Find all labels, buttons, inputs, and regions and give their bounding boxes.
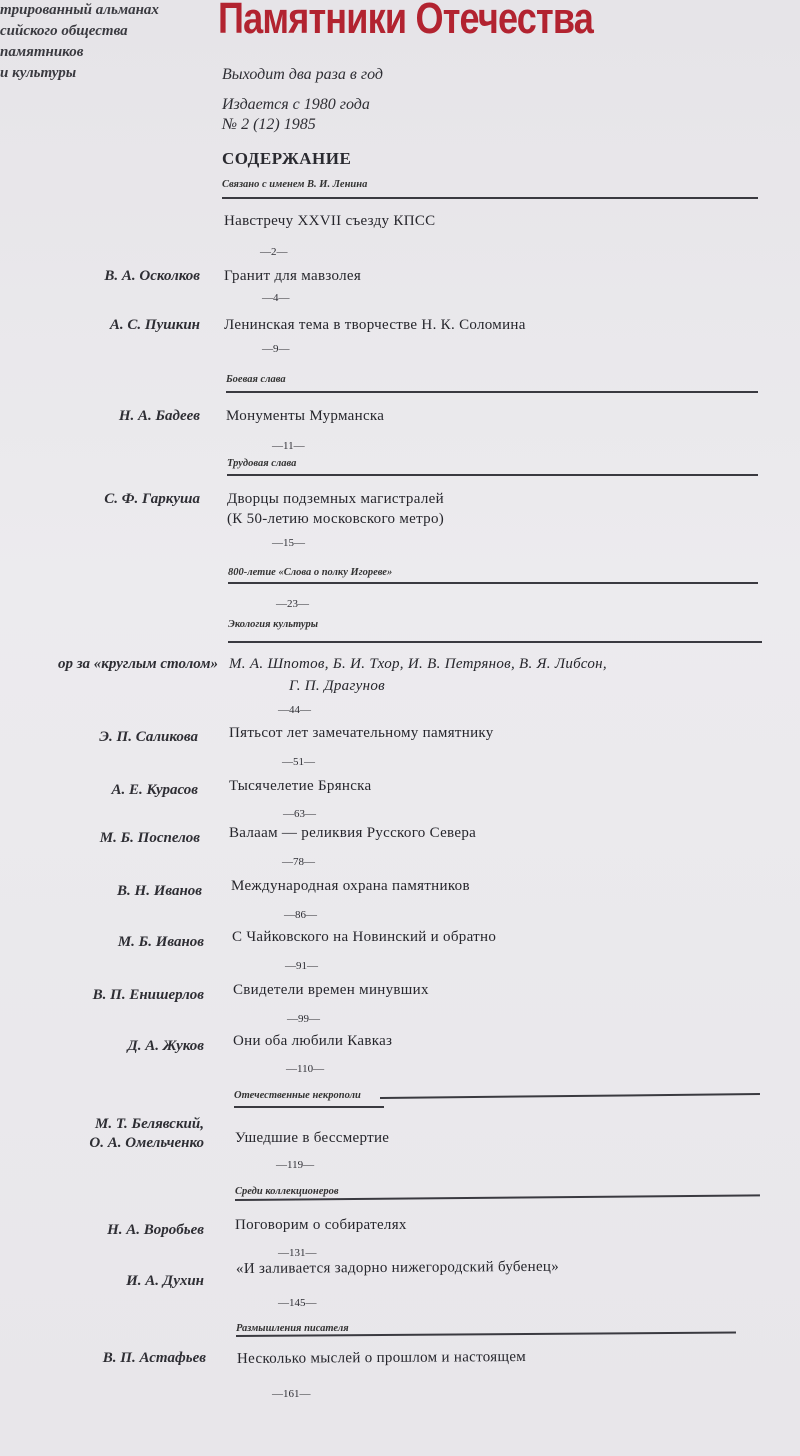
article-title: Пятьсот лет замечательному памятнику — [229, 725, 494, 741]
frequency-text: Выходит два раза в год — [222, 66, 383, 83]
page-number: —4— — [262, 292, 290, 304]
article-title: Гранит для мавзолея — [224, 268, 362, 284]
article-title: Свидетели времен минувших — [233, 982, 429, 998]
article-author: А. С. Пушкин — [109, 317, 200, 333]
publisher-line: трированный альманах — [0, 2, 159, 18]
article-title: «И заливается задорно нижегородский бубенец» — [235, 1258, 560, 1277]
article-title: Поговорим о собирателях — [235, 1217, 407, 1233]
section-rule — [228, 582, 758, 584]
section-label-writer: Размышления писателя — [236, 1323, 349, 1334]
article-title: М. А. Шпотов, Б. И. Тхор, И. В. Петрянов, В. Я. Либсон, — [229, 656, 607, 672]
page-number: —44— — [278, 704, 311, 716]
publisher-line: памятников — [0, 44, 84, 60]
contents-heading: СОДЕРЖАНИЕ — [222, 149, 352, 168]
page-number: —9— — [262, 343, 290, 355]
article-author: Д. А. Жуков — [127, 1038, 204, 1054]
section-rule — [222, 197, 758, 199]
article-author: В. П. Астафьев — [102, 1350, 206, 1366]
article-author: В. П. Енишерлов — [92, 987, 204, 1003]
section-rule — [228, 641, 762, 643]
issue-number: № 2 (12) 1985 — [222, 116, 316, 133]
article-title: Несколько мыслей о прошлом и настоящем — [236, 1348, 527, 1367]
article-author: С. Ф. Гаркуша — [104, 491, 200, 507]
page-number: —51— — [282, 756, 315, 768]
article-author: Н. А. Воробьев — [107, 1222, 204, 1238]
article-title: Ленинская тема в творчестве Н. К. Соломина — [224, 317, 526, 333]
article-author: М. Б. Поспелов — [99, 830, 200, 846]
page-number: —145— — [278, 1297, 317, 1309]
page-number: —2— — [260, 246, 288, 258]
article-title: Дворцы подземных магистралей — [227, 491, 444, 507]
section-rule — [234, 1106, 384, 1108]
section-label-lenin: Связано с именем В. И. Ленина — [222, 179, 368, 190]
article-title: Они оба любили Кавказ — [233, 1033, 393, 1049]
page-number: —11— — [272, 440, 305, 452]
page-number: —119— — [276, 1159, 315, 1171]
page-number: —99— — [287, 1013, 320, 1025]
article-author: ор за «круглым столом» — [57, 656, 218, 672]
article-title: Международная охрана памятников — [231, 878, 470, 894]
article-author: В. Н. Иванов — [117, 883, 202, 899]
section-label-collectors: Среди коллекционеров — [235, 1186, 339, 1197]
article-author: И. А. Духин — [126, 1273, 204, 1289]
page-number: —110— — [286, 1063, 325, 1075]
article-author: М. Б. Иванов — [117, 934, 204, 950]
section-label-ecology: Экология культуры — [228, 619, 318, 630]
article-title: Навстречу XXVII съезду КПСС — [224, 213, 436, 229]
publisher-line: сийского общества — [0, 23, 128, 39]
publisher-block — [0, 0, 159, 84]
article-author: Н. А. Бадеев — [118, 408, 200, 424]
section-label-igor: 800-летие «Слова о полку Игореве» — [228, 567, 393, 578]
page-number: —63— — [283, 808, 316, 820]
section-label-necropoli: Отечественные некрополи — [234, 1090, 361, 1101]
page-number: —15— — [272, 537, 305, 549]
page-number: —161— — [272, 1388, 311, 1400]
article-title: Монументы Мурманска — [226, 408, 385, 424]
article-author: Э. П. Саликова — [99, 729, 198, 745]
article-author: В. А. Осколков — [104, 268, 200, 284]
article-author-line2: О. А. Омельченко — [89, 1135, 204, 1151]
article-author: М. Т. Белявский, — [95, 1116, 204, 1132]
page-number: —23— — [276, 598, 309, 610]
article-title: Тысячелетие Брянска — [229, 778, 372, 794]
page-number: —91— — [285, 960, 318, 972]
page-number: —86— — [284, 909, 317, 921]
article-author: А. Е. Курасов — [111, 782, 198, 798]
section-rule — [227, 474, 758, 476]
section-label-military: Боевая слава — [226, 374, 286, 385]
article-title-line2: (К 50-летию московского метро) — [227, 511, 445, 527]
page-number: —131— — [278, 1247, 317, 1259]
page-number: —78— — [282, 856, 315, 868]
section-rule — [226, 391, 758, 393]
since-text: Издается с 1980 года — [222, 96, 370, 113]
publisher-line: и культуры — [0, 65, 77, 81]
section-label-labor: Трудовая слава — [227, 458, 297, 469]
article-title-line2: Г. П. Драгунов — [289, 678, 385, 694]
article-title: Ушедшие в бессмертие — [235, 1130, 390, 1146]
section-rule — [380, 1093, 760, 1099]
article-title: С Чайковского на Новинский и обратно — [232, 929, 497, 945]
article-title: Валаам — реликвия Русского Севера — [229, 825, 477, 841]
almanac-title: Памятники Отечества — [218, 0, 594, 43]
